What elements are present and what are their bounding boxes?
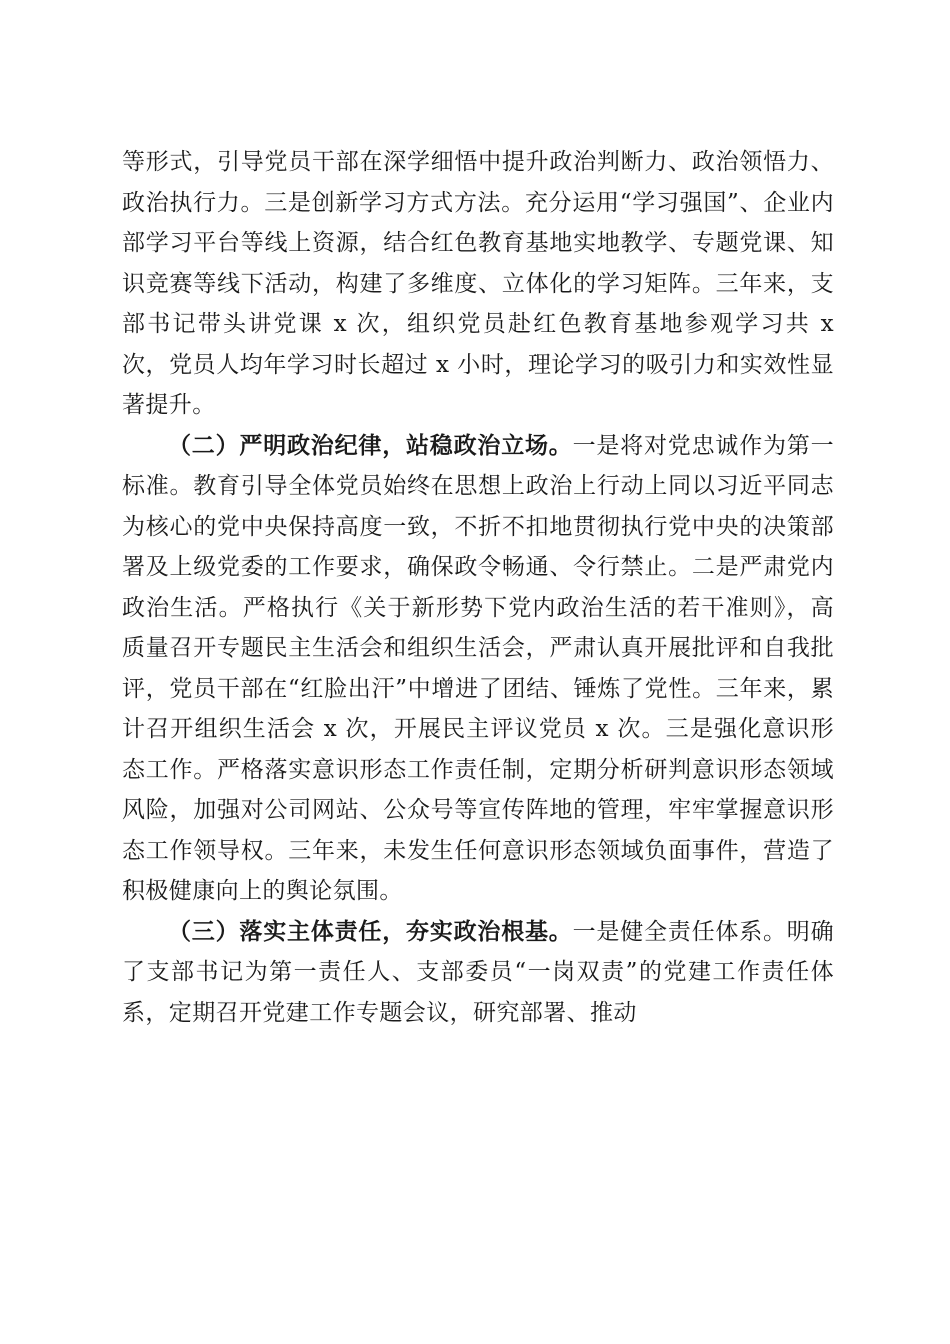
paragraph-2-text: 一是将对党忠诚作为第一标准。教育引导全体党员始终在思想上政治上行动上同以习近平同志为核心的党中央保持高度一致，不折不扣地贯彻执行党中央的决策部署及上级党委的工作要求，确保政令畅通、令行禁止。二是严肃党内政治生活。严格执行《关于新形势下党内政治生活的若干准则》，高质量召开专题民主生活会和组织生活会，严肃认真开展批评和自我批评，党员干部在“红脸出汗”中增进了团结、锤炼了党性。三年来，累计召开组织生活会 x 次，开展民主评议党员 x 次。三是强化意识形态工作。严格落实意识形态工作责任制，定期分析研判意识形态领域风险，加强对公司网站、公众号等宣传阵地的管理，牢牢掌握意识形态工作领导权。三年来，未发生任何意识形态领域负面事件，营造了积极健康向上的舆论氛围。: [122, 432, 834, 904]
paragraph-3: [122, 912, 834, 1034]
paragraph-2: [122, 426, 834, 912]
section-heading-3: （三）落实主体责任，夯实政治根基。: [168, 918, 573, 945]
paragraph-3-text: 一是健全责任体系。明确了支部书记为第一责任人、支部委员“一岗双责”的党建工作责任体系，定期召开党建工作专题会议，研究部署、推动: [122, 918, 834, 1026]
document-body: [122, 142, 834, 1033]
paragraph-1: [122, 142, 834, 426]
paragraph-1-text: 等形式，引导党员干部在深学细悟中提升政治判断力、政治领悟力、政治执行力。三是创新学习方式方法。充分运用“学习强国”、企业内部学习平台等线上资源，结合红色教育基地实地教学、专题党课、知识竞赛等线下活动，构建了多维度、立体化的学习矩阵。三年来，支部书记带头讲党课 x 次，组织党员赴红色教育基地参观学习共 x 次，党员人均年学习时长超过 x 小时，理论学习的吸引力和实效性显著提升。: [122, 149, 834, 418]
section-heading-2: （二）严明政治纪律，站稳政治立场。: [168, 432, 573, 459]
